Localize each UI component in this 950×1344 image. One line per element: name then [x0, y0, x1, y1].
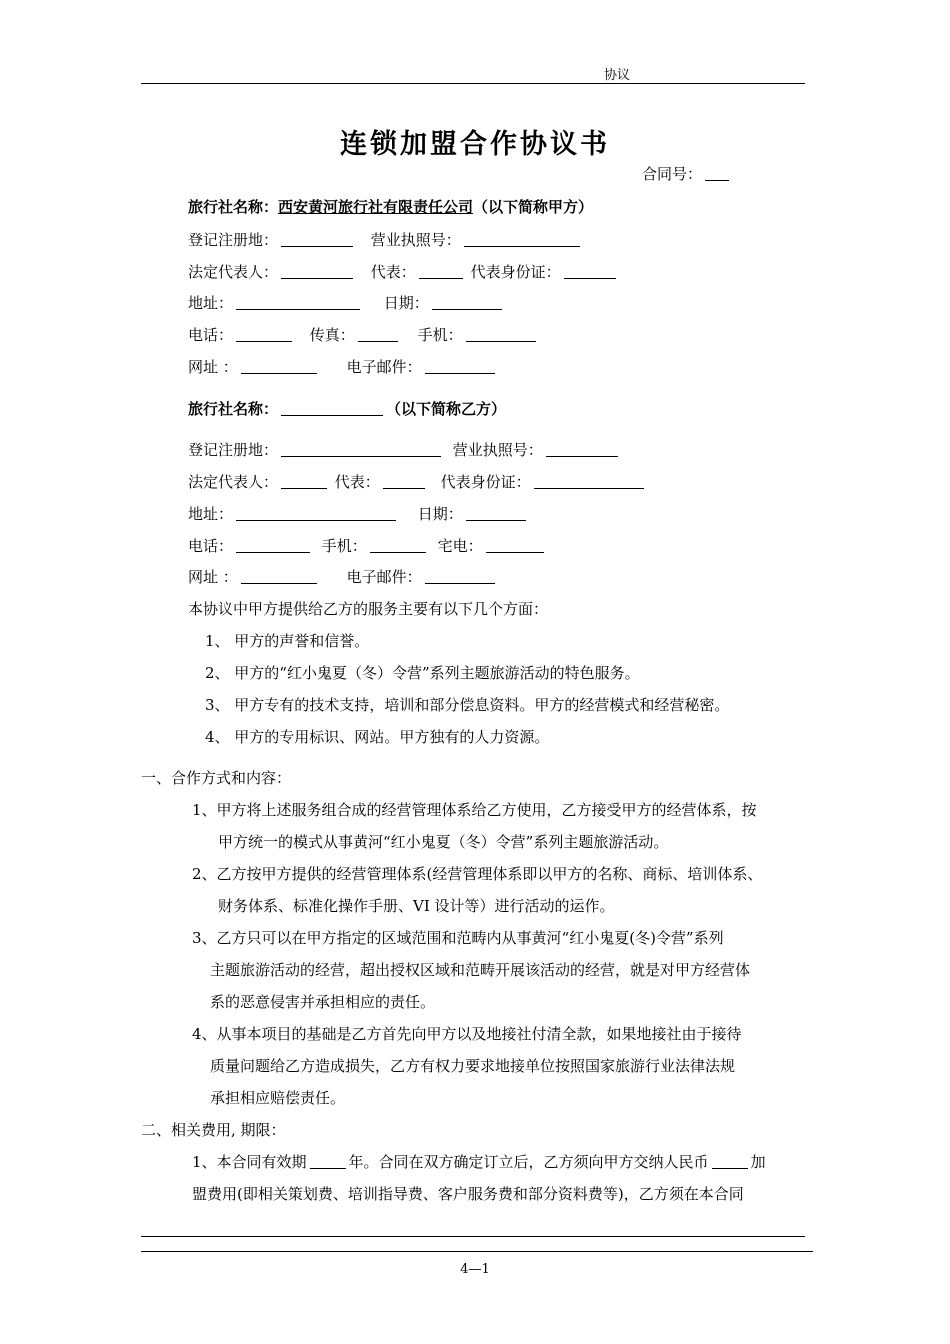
party-a-license-label: 营业执照号： — [370, 231, 461, 249]
contract-number-blank[interactable] — [705, 166, 729, 181]
party-b-phone-label: 电话： — [188, 537, 234, 555]
section-1-line: 3、乙方只可以在甲方指定的区域范围和范畴内从事黄河“红小鬼夏(冬)令营”系列 — [192, 929, 724, 947]
party-a-row-address — [188, 292, 505, 313]
party-b-suffix: （以下简称乙方） — [386, 400, 507, 418]
party-b-mobile-blank[interactable] — [370, 538, 426, 553]
party-a-mobile-label: 手机： — [417, 326, 463, 344]
party-a-row-reg — [188, 229, 583, 250]
party-b-name-line — [188, 398, 506, 419]
section-2-line-2: 盟费用(即相关策划费、培训指导费、客户服务费和部分资料费等)，乙方须在本合同 — [192, 1185, 744, 1203]
section-1-line: 财务体系、标准化操作手册、VI 设计等）进行活动的运作。 — [218, 897, 615, 915]
party-a-rep-id-blank[interactable] — [564, 264, 616, 279]
party-b-website-blank[interactable] — [241, 569, 317, 584]
party-a-reg-blank[interactable] — [281, 232, 353, 247]
term-years-blank[interactable] — [310, 1154, 346, 1169]
party-b-rep-label: 代表： — [334, 473, 380, 491]
party-b-name-label: 旅行社名称： — [188, 400, 279, 418]
party-a-name: 西安黄河旅行社有限责任公司 — [278, 198, 474, 216]
party-b-date-label: 日期： — [417, 505, 463, 523]
party-a-legal-rep-blank[interactable] — [281, 264, 353, 279]
service-item: 4、 甲方的专用标识、网站。甲方独有的人力资源。 — [205, 728, 550, 746]
party-b-address-label: 地址： — [188, 505, 234, 523]
party-a-legal-rep-label: 法定代表人： — [188, 263, 279, 281]
party-a-email-label: 电子邮件： — [346, 358, 422, 376]
section-2-line-1 — [192, 1151, 766, 1172]
party-b-home-phone-label: 宅电： — [437, 537, 483, 555]
party-a-row-web — [188, 356, 498, 377]
party-b-reg-blank[interactable] — [281, 442, 441, 457]
section-1-line: 承担相应赔偿责任。 — [210, 1089, 346, 1107]
party-a-website-blank[interactable] — [241, 359, 317, 374]
party-a-rep-label: 代表： — [370, 263, 416, 281]
party-a-row-rep — [188, 261, 619, 282]
section-1-line: 主题旅游活动的经营，超出授权区域和范畴开展该活动的经营，就是对甲方经营体 — [210, 961, 751, 979]
section-2-heading: 二、相关费用, 期限： — [141, 1121, 286, 1139]
party-a-row-phone — [188, 324, 539, 345]
document-title: 连锁加盟合作协议书 — [340, 129, 610, 160]
header-text: 协议 — [604, 68, 631, 83]
party-a-reg-label: 登记注册地： — [188, 231, 279, 249]
party-b-license-blank[interactable] — [546, 442, 618, 457]
service-item: 2、 甲方的“红小鬼夏（冬）令营”系列主题旅游活动的特色服务。 — [205, 664, 640, 682]
section-1-line: 1、甲方将上述服务组合成的经营管理体系给乙方使用，乙方接受甲方的经营体系，按 — [192, 801, 757, 819]
party-b-website-label: 网址 ： — [188, 568, 238, 586]
party-a-website-label: 网址 ： — [188, 358, 238, 376]
party-b-home-phone-blank[interactable] — [486, 538, 544, 553]
party-a-license-blank[interactable] — [464, 232, 580, 247]
section-1-line: 系的恶意侵害并承担相应的责任。 — [210, 993, 436, 1011]
section-1-line: 甲方统一的模式从事黄河“红小鬼夏（冬）令营”系列主题旅游活动。 — [218, 833, 669, 851]
party-b-email-label: 电子邮件： — [346, 568, 422, 586]
fee-text: 年。合同在双方确定订立后，乙方须向甲方交纳人民币 — [348, 1153, 709, 1171]
party-a-rep-blank[interactable] — [419, 264, 463, 279]
section-1-line: 质量问题给乙方造成损失，乙方有权力要求地接单位按照国家旅游行业法律法规 — [210, 1057, 736, 1075]
party-b-legal-rep-label: 法定代表人： — [188, 473, 279, 491]
party-a-fax-label: 传真： — [309, 326, 355, 344]
party-b-rep-id-blank[interactable] — [534, 474, 644, 489]
section-1-line: 4、从事本项目的基础是乙方首先向甲方以及地接社付清全款，如果地接社由于接待 — [192, 1025, 742, 1043]
fee-suffix: 加 — [750, 1153, 766, 1171]
party-a-name-line — [188, 196, 593, 217]
party-b-address-blank[interactable] — [236, 506, 396, 521]
party-a-address-label: 地址： — [188, 294, 234, 312]
services-intro: 本协议中甲方提供给乙方的服务主要有以下几个方面： — [188, 600, 549, 618]
party-b-email-blank[interactable] — [425, 569, 495, 584]
party-b-rep-id-label: 代表身份证： — [440, 473, 531, 491]
section-1-heading: 一、合作方式和内容： — [141, 769, 292, 787]
footer-rule — [141, 1236, 805, 1237]
fee-amount-blank[interactable] — [712, 1154, 748, 1169]
party-a-phone-blank[interactable] — [236, 327, 292, 342]
section-1-line: 2、乙方按甲方提供的经营管理体系(经营管理体系即以甲方的名称、商标、培训体系、 — [192, 865, 763, 883]
party-a-phone-label: 电话： — [188, 326, 234, 344]
party-b-row-rep — [188, 471, 647, 492]
party-a-date-blank[interactable] — [432, 295, 502, 310]
party-b-rep-blank[interactable] — [383, 474, 425, 489]
party-b-row-address — [188, 503, 529, 524]
party-b-name-blank[interactable] — [281, 401, 383, 416]
party-a-mobile-blank[interactable] — [466, 327, 536, 342]
service-item: 3、 甲方专有的技术支持，培训和部分偿息资料。甲方的经营模式和经营秘密。 — [205, 696, 730, 714]
party-b-row-web — [188, 566, 498, 587]
party-a-date-label: 日期： — [383, 294, 429, 312]
party-b-legal-rep-blank[interactable] — [281, 474, 327, 489]
party-b-row-phone — [188, 535, 547, 556]
party-a-rep-id-label: 代表身份证： — [470, 263, 561, 281]
party-b-mobile-label: 手机： — [321, 537, 367, 555]
party-a-name-label: 旅行社名称： — [188, 198, 279, 216]
party-a-email-blank[interactable] — [425, 359, 495, 374]
party-b-reg-label: 登记注册地： — [188, 441, 279, 459]
party-a-fax-blank[interactable] — [358, 327, 398, 342]
party-b-phone-blank[interactable] — [236, 538, 310, 553]
footer-rule-thick — [141, 1251, 813, 1252]
service-item: 1、 甲方的声誉和信誉。 — [205, 632, 370, 650]
term-label: 1、本合同有效期 — [192, 1153, 307, 1171]
contract-number-label: 合同号： — [642, 165, 703, 183]
party-a-address-blank[interactable] — [236, 295, 360, 310]
party-b-date-blank[interactable] — [466, 506, 526, 521]
party-a-suffix: （以下简称甲方） — [473, 198, 594, 216]
party-b-license-label: 营业执照号： — [452, 441, 543, 459]
contract-number — [642, 163, 732, 184]
page-number: 4—1 — [460, 1262, 490, 1277]
party-b-row-reg — [188, 439, 621, 460]
header-rule — [141, 83, 805, 84]
